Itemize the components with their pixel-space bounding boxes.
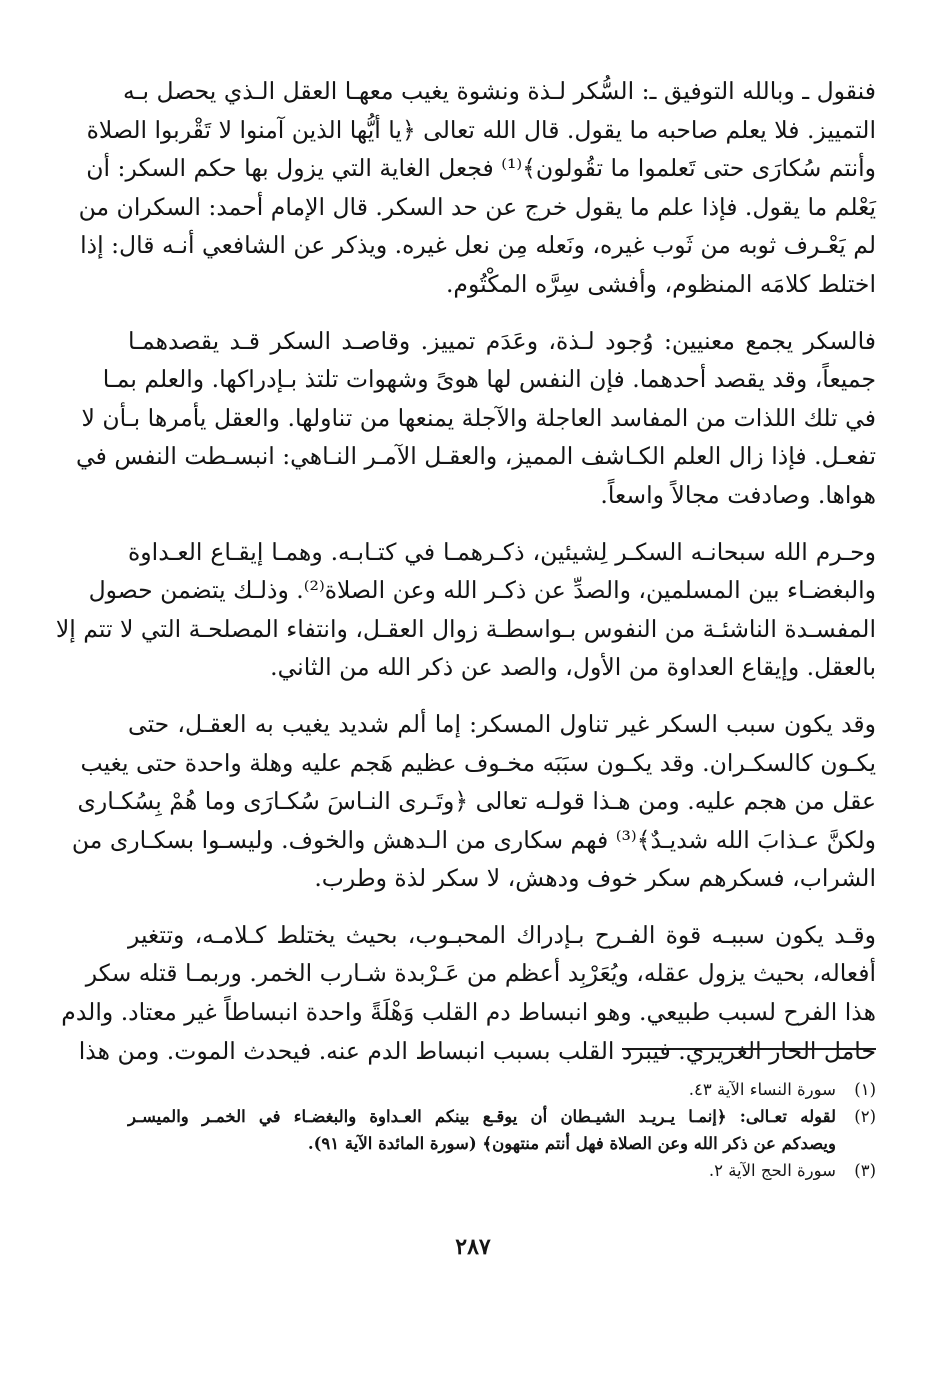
footnote-number: (٣)	[854, 1161, 876, 1180]
text-line: وقد يكون سبب السكر غير تناول المسكر: إما ألم شديد يغيب به العقـل، حتى	[128, 709, 876, 738]
footnote-line: سورة النساء الآية ٤٣.	[688, 1080, 836, 1099]
footnotes	[128, 1076, 876, 1184]
footnote-line: سورة الحج الآية ٢.	[708, 1161, 836, 1180]
paragraph-4	[71, 705, 876, 898]
text-line: بالعقل. وإيقاع العداوة من الأول، والصد عن ذكر الله من الثاني.	[270, 653, 876, 682]
text-line: المفسـدة الناشئـة من النفوس بـواسطـة زوال العقـل، وانتفاء المصلحـة التي لا تتم إلا	[55, 614, 876, 643]
text-line: التمييز. فلا يعلم صاحبه ما يقول. قال الله تعالى ﴿يا أيُّها الذين آمنوا لا تَقْربوا الصلاة	[86, 115, 876, 144]
text-line: هذا الفرح لسبب طبيعي. وهو انبساط دم القلب وَهْلَةً واحدة انبساطاً غير معتاد. والدم	[61, 998, 876, 1027]
text-line: تفعـل. فإذا زال العلم الكـاشف المميز، والعقـل الآمـر النـاهي: انبسـطت النفس في	[76, 442, 876, 471]
text-line: هواها. وصادفت مجالاً واسعاً.	[600, 480, 876, 509]
text-line: وأنتم سُكارَى حتى تَعلموا ما تقُولون﴾⁽¹⁾ فجعل الغاية التي يزول بها حكم السكر: أن	[86, 154, 876, 183]
text-line: أفعاله، بحيث يزول عقله، ويُعَرْبِد أعظم من عَـرْبدة شـارب الخمر. وربمـا قتله سكر	[85, 959, 876, 988]
text-line: يكـون كالسكـران. وقد يكـون سبَبَه مخـوف عظيم هَجم عليه وهلة واحدة حتى يغيب	[80, 748, 876, 777]
text-line: اختلط كلامَه المنظوم، وأفشى سِرَّه المكْتُوم.	[445, 269, 876, 298]
page-number: ٢٨٧	[455, 1234, 491, 1260]
text-line: الشراب، فسكرهم سكر خوف ودهش، لا سكر لذة وطرب.	[314, 864, 876, 893]
footnote-number: (١)	[854, 1080, 876, 1099]
text-line: فنقول ـ وبالله التوفيق ـ: السُّكر لـذة ونشوة يغيب معهـا العقل الـذي يحصل بـه	[122, 77, 876, 105]
footnote-text	[128, 1103, 836, 1157]
footnote-line: ويصدكم عن ذكر الله وعن الصلاة فهل أنتم منتهون﴾ (سورة المائدة الآية ٩١).	[307, 1134, 836, 1153]
text-line: وقـد يكون سببـه قوة الفـرح بـإدراك المحبـوب، بحيث يختلط كـلامـه، وتتغير	[128, 920, 876, 949]
footnote-2	[128, 1103, 876, 1157]
footnote-number: (٢)	[854, 1107, 876, 1126]
paragraph-1	[78, 72, 876, 304]
text-line: حامل الحار الغريزي. فيبرد القلب بسبب انبساط الدم عنه. فيحدث الموت. ومن هذا	[78, 1036, 876, 1065]
footnote-divider	[622, 1048, 876, 1050]
text-line: في تلك اللذات من المفاسد العاجلة والآجلة يمنعها من تناولها. والعقل يأمرها بـأن لا	[81, 403, 876, 432]
footnote-line: لقوله تعـالى: ﴿إنمـا يـريـد الشيـطان أن يوقـع بينكم العـداوة والبغضـاء في الخمـر والميسـر	[128, 1107, 836, 1126]
footnote-text	[128, 1157, 836, 1184]
text-line: والبغضـاء بين المسلمين، والصدِّ عن ذكـر الله وعن الصلاة⁽²⁾. وذلـك يتضمن حصول	[88, 576, 876, 605]
text-line: وحـرم الله سبحانـه السكـر لِشيئين، ذكـرهمـا في كتـابـه. وهمـا إيقـاع العـداوة	[128, 537, 876, 566]
text-line: عقل من هجم عليه. ومن هـذا قولـه تعالى ﴿وتَـرى النـاسَ سُكـارَى وما هُمْ بِسُكـارى	[77, 787, 876, 816]
text-line: جميعاً، وقد يقصد أحدهما. فإن النفس لها هوىً وشهوات تلتذ بـإدراكها. والعلم بمـا	[102, 365, 876, 394]
paragraph-3	[55, 533, 876, 687]
text-line: لم يَعْـرف ثوبه من ثَوب غيره، ونَعله مِن نعل غيره. ويذكر عن الشافعي أنـه قال: إذا	[80, 231, 876, 260]
footnote-1	[128, 1076, 876, 1103]
main-text	[55, 72, 876, 1088]
paragraph-2	[76, 322, 876, 515]
text-line: يَعْلم ما يقول. فإذا علم ما يقول خرج عن حد السكر. قال الإمام أحمد: السكران من	[78, 192, 876, 221]
text-line: ولكنَّ عـذابَ الله شديـدٌ﴾⁽³⁾ فهم سكارى من الـدهش والخوف. وليسـوا بسكـارى من	[71, 825, 876, 854]
text-line: فالسكر يجمع معنيين: وُجود لـذة، وعَدَم تمييز. وقاصـد السكر قـد يقصدهمـا	[128, 326, 876, 355]
footnote-3	[128, 1157, 876, 1184]
footnote-text	[128, 1076, 836, 1103]
